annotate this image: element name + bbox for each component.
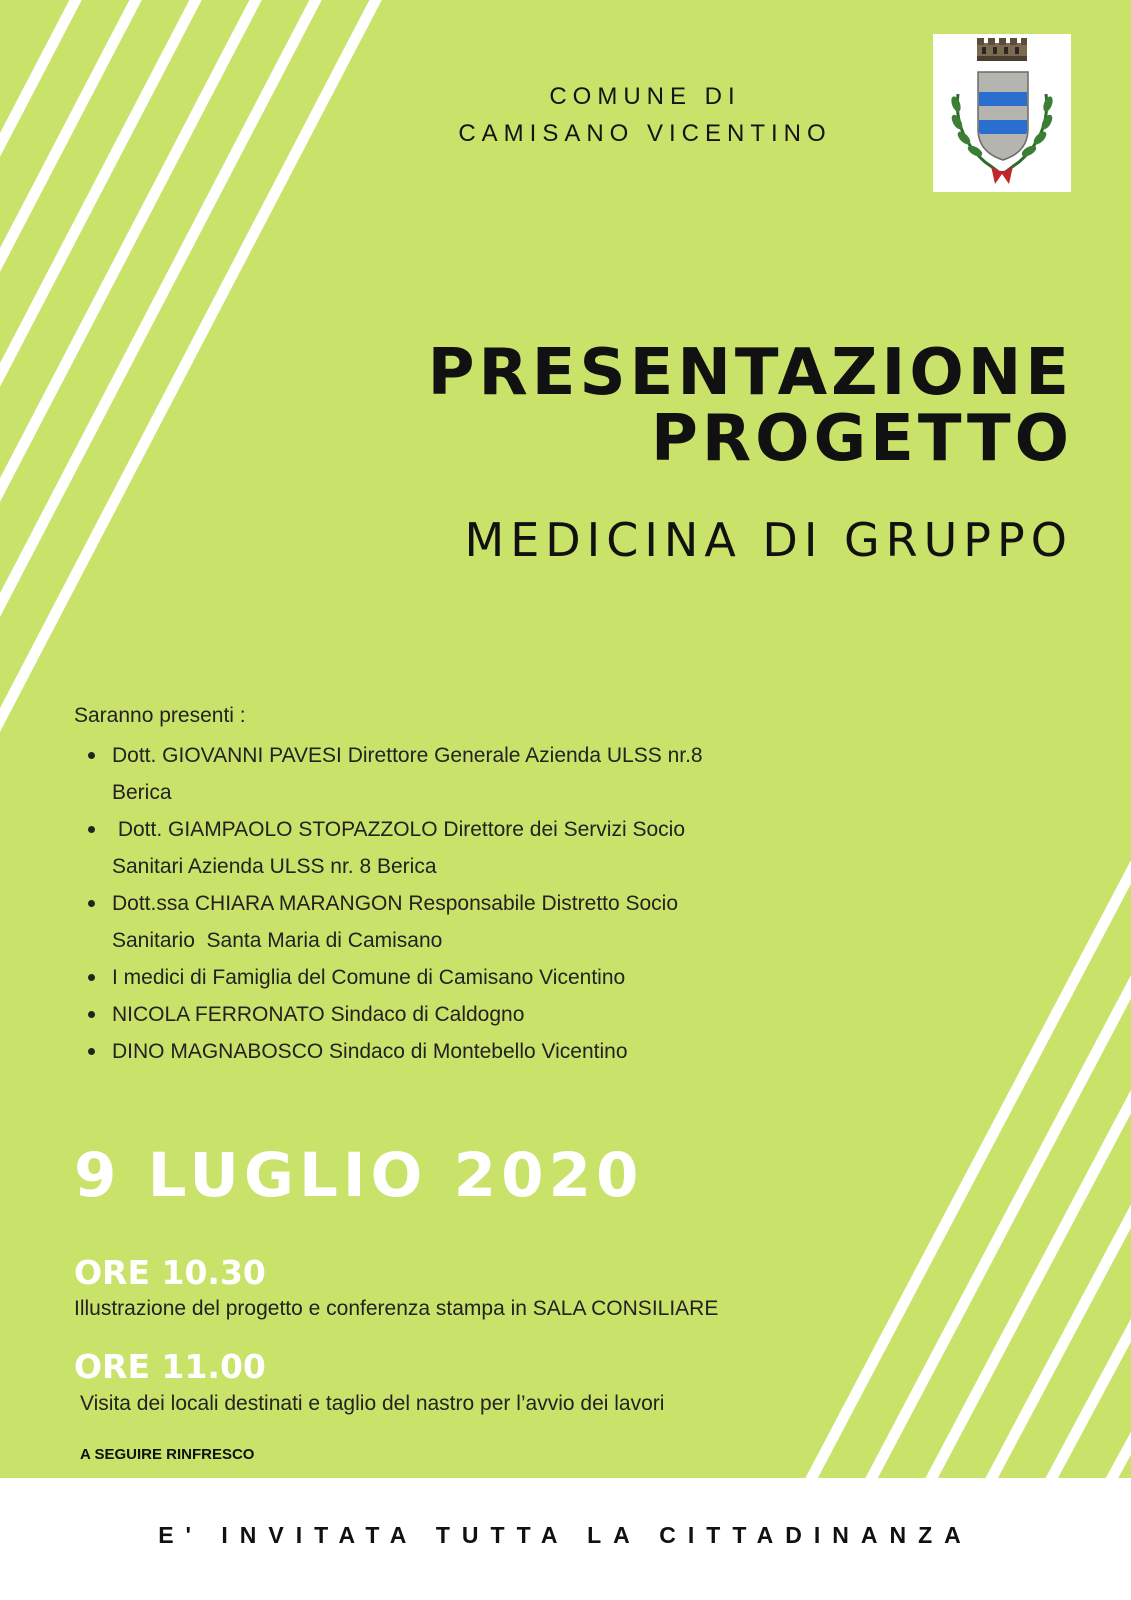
attendee-line: Sanitari Azienda ULSS nr. 8 Berica bbox=[112, 855, 437, 878]
attendee-line: Dott. GIOVANNI PAVESI Direttore Generale Azienda ULSS nr.8 bbox=[112, 744, 703, 767]
attendee-item bbox=[74, 885, 754, 959]
attendee-line: NICOLA FERRONATO Sindaco di Caldogno bbox=[112, 1003, 525, 1026]
coat-of-arms-icon bbox=[933, 34, 1071, 192]
attendee-line: DINO MAGNABOSCO Sindaco di Montebello Vicentino bbox=[112, 1040, 628, 1063]
bullet-icon bbox=[88, 826, 95, 833]
bullet-icon bbox=[88, 974, 95, 981]
attendees-list bbox=[74, 737, 754, 1070]
comune-line-1: COMUNE DI bbox=[549, 83, 741, 110]
attendee-line: Dott. GIAMPAOLO STOPAZZOLO Direttore dei Servizi Socio bbox=[112, 818, 685, 841]
attendees-intro: Saranno presenti : bbox=[74, 704, 246, 727]
attendee-line: Dott.ssa CHIARA MARANGON Responsabile Distretto Socio bbox=[112, 892, 679, 915]
title-line-2: PROGETTO bbox=[650, 402, 1073, 476]
poster-subtitle: MEDICINA DI GRUPPO bbox=[464, 513, 1073, 567]
event-time-1: ORE 10.30 bbox=[74, 1253, 266, 1292]
bullet-icon bbox=[88, 1011, 95, 1018]
attendee-item bbox=[74, 959, 754, 996]
event-description-1: Illustrazione del progetto e conferenza stampa in SALA CONSILIARE bbox=[74, 1297, 719, 1320]
title-line-1: PRESENTAZIONE bbox=[427, 336, 1073, 410]
bullet-icon bbox=[88, 1048, 95, 1055]
attendee-line: Berica bbox=[112, 781, 172, 804]
refreshment-note: A SEGUIRE RINFRESCO bbox=[80, 1446, 255, 1463]
event-description-2: Visita dei locali destinati e taglio del nastro per l’avvio dei lavori bbox=[80, 1392, 665, 1415]
event-date: 9 LUGLIO 2020 bbox=[74, 1140, 644, 1211]
attendee-line: I medici di Famiglia del Comune di Camisano Vicentino bbox=[112, 966, 626, 989]
bullet-icon bbox=[88, 752, 95, 759]
poster-title bbox=[427, 336, 1073, 476]
attendee-item bbox=[74, 1033, 754, 1070]
municipality-name bbox=[395, 78, 895, 152]
event-time-2: ORE 11.00 bbox=[74, 1347, 266, 1386]
comune-line-2: CAMISANO VICENTINO bbox=[458, 120, 832, 147]
attendee-item bbox=[74, 811, 754, 885]
invitation-footer: E' INVITATA TUTTA LA CITTADINANZA bbox=[158, 1522, 973, 1548]
attendee-item bbox=[74, 996, 754, 1033]
attendee-item bbox=[74, 737, 754, 811]
attendee-line: Sanitario Santa Maria di Camisano bbox=[112, 929, 443, 952]
bullet-icon bbox=[88, 900, 95, 907]
